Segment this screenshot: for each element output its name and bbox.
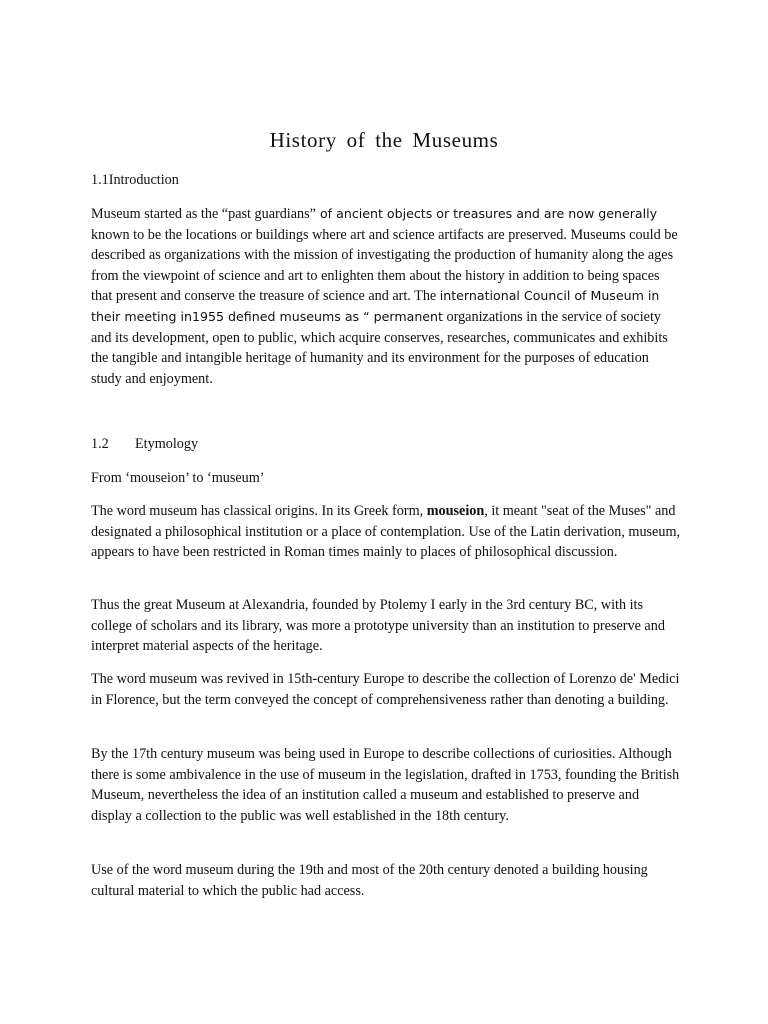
intro-text-4: international Council of Museum in their meeting in1955 defined museums as “ permanent <box>91 288 660 324</box>
intro-text-3: known to be the locations or buildings where art and science artifacts are preserved. Museums could be described as organizations with the mission of investigating the production of humanity along the ages from the viewpoint of science and art to enlighten them about the history in addition to being spaces that present and conserve the treasure of science and art. The <box>91 226 678 305</box>
intro-text-2: of ancient objects or treasures and are now generally <box>315 206 658 221</box>
intro-text-1: Museum started as the “past guardians” <box>91 206 316 222</box>
origins-text-1: The word museum has classical origins. In its Greek form, <box>91 503 427 519</box>
intro-text-5: organizations in the service of society and its development, open to public, which acquire conserves, researches, communicates and exhibits the tangible and intangible heritage of humanity and its environment for the purposes of education study and enjoyment. <box>91 308 668 387</box>
section-heading-introduction: 1.1Introduction <box>91 172 179 188</box>
document-title: History of the Museums <box>269 128 499 152</box>
section-number: 1.2 <box>91 436 109 452</box>
paragraph-origins <box>91 501 681 563</box>
section-title: Etymology <box>135 436 199 452</box>
intro-paragraph <box>91 204 681 389</box>
paragraph-alexandria: Thus the great Museum at Alexandria, founded by Ptolemy I early in the 3rd century BC, with its college of scholars and its library, was more a prototype university than an institution to preserve and interpret material aspects of the heritage. <box>91 597 665 655</box>
origins-text-2: , it meant "seat of the Muses" and designated a philosophical institution or a place of contemplation. Use of the Latin derivation, museum, appears to have been restricted in Roman times mainly to places of philosophical discussion. <box>91 503 681 561</box>
subheading: From ‘mouseion’ to ‘museum’ <box>91 470 265 486</box>
paragraph-19th-century: Use of the word museum during the 19th and most of the 20th century denoted a building housing cultural material to which the public had access. <box>91 862 648 899</box>
section-heading-etymology <box>91 434 681 455</box>
origins-bold-term: mouseion <box>426 503 485 519</box>
paragraph-17th-century: By the 17th century museum was being used in Europe to describe collections of curiosities. Although there is some ambivalence in the use of museum in the legislation, drafted in 1753, founding the British Museum, nevertheless the idea of an institution called a museum and established to preserve and display a collection to the public was well established in the 18th century. <box>91 746 680 824</box>
paragraph-revival: The word museum was revived in 15th-century Europe to describe the collection of Lorenzo de' Medici in Florence, but the term conveyed the concept of comprehensiveness rather than denoting a building. <box>91 671 680 708</box>
